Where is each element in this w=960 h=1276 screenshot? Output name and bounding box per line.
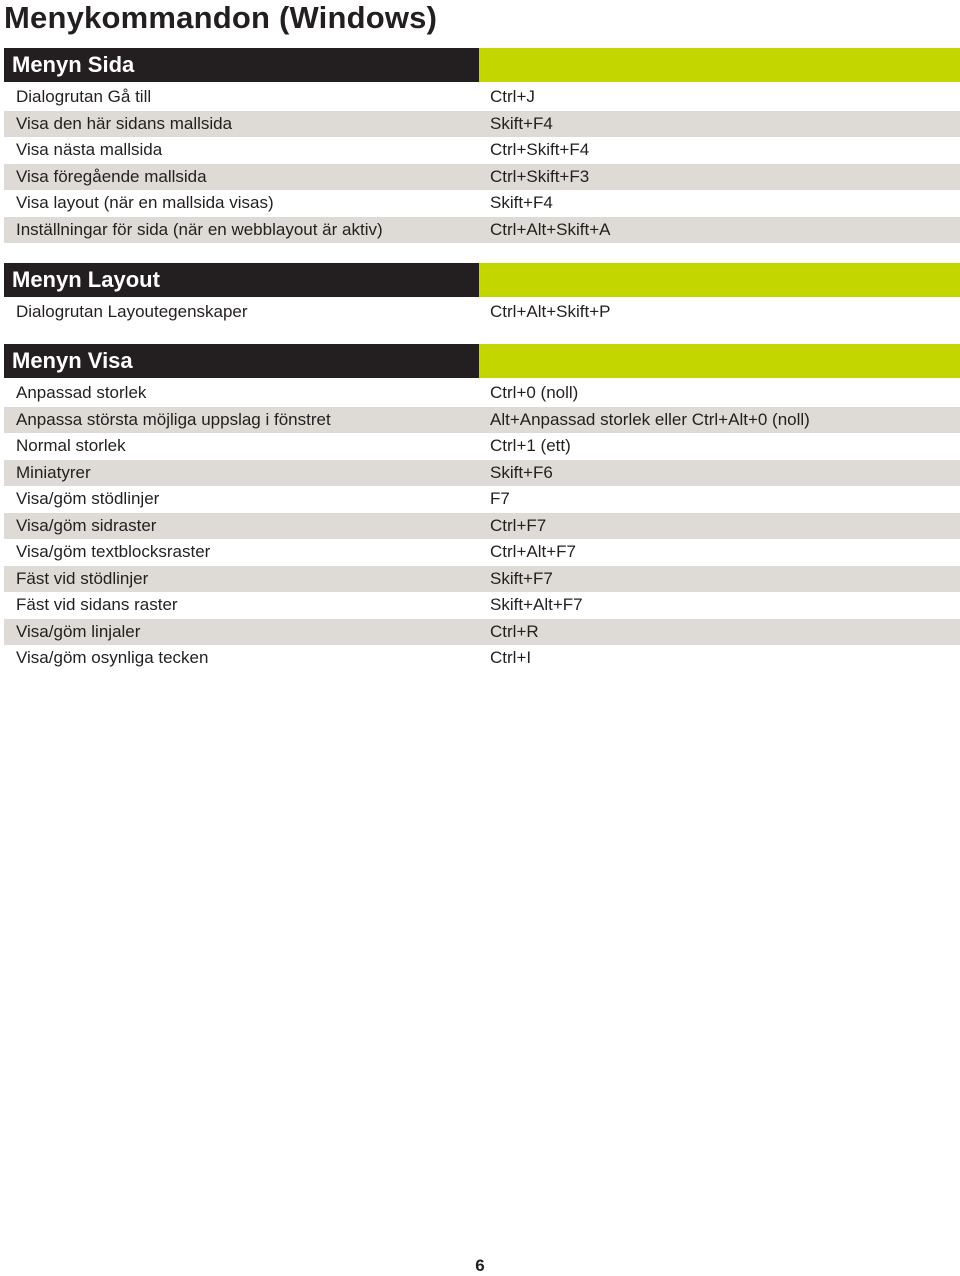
command-label: Miniatyrer (16, 462, 91, 482)
section-header (4, 344, 960, 378)
command-label: Visa/göm stödlinjer (16, 489, 160, 508)
shortcut-keys: Ctrl+1 (ett) (490, 436, 571, 455)
table-row (4, 592, 960, 619)
table-row (4, 486, 960, 513)
section-title: Menyn Sida (4, 48, 479, 82)
command-label: Visa nästa mallsida (16, 140, 163, 159)
table-row (4, 407, 960, 434)
shortcut-keys: Alt+Anpassad storlek eller Ctrl+Alt+0 (noll) (490, 409, 810, 429)
table-row (4, 190, 960, 217)
table-row (4, 619, 960, 646)
shortcut-keys: Ctrl+J (490, 87, 535, 106)
section-accent-bar (479, 344, 960, 378)
shortcut-keys: Ctrl+Skift+F4 (490, 140, 590, 159)
command-label: Dialogrutan Layoutegenskaper (16, 302, 248, 321)
shortcut-list (4, 84, 960, 243)
shortcut-keys: Ctrl+R (490, 621, 539, 641)
shortcut-keys: Ctrl+0 (noll) (490, 383, 579, 402)
section-header (4, 263, 960, 297)
table-row (4, 566, 960, 593)
section-menyn-sida (4, 48, 960, 243)
table-row (4, 164, 960, 191)
command-label: Inställningar för sida (när en webblayout är aktiv) (16, 219, 383, 239)
table-row (4, 380, 960, 407)
table-row (4, 137, 960, 164)
command-label: Visa den här sidans mallsida (16, 113, 233, 133)
command-label: Visa föregående mallsida (16, 166, 207, 186)
section-title: Menyn Layout (4, 263, 479, 297)
command-label: Dialogrutan Gå till (16, 87, 152, 106)
shortcut-keys: Skift+F4 (490, 113, 553, 133)
shortcut-keys: Ctrl+Alt+Skift+P (490, 302, 611, 321)
table-row (4, 84, 960, 111)
page-title: Menykommandon (Windows) (4, 0, 438, 35)
table-row (4, 433, 960, 460)
command-label: Normal storlek (16, 436, 126, 455)
command-label: Fäst vid stödlinjer (16, 568, 149, 588)
command-label: Anpassad storlek (16, 383, 147, 402)
shortcut-keys: Ctrl+Alt+Skift+A (490, 219, 611, 239)
shortcut-keys: Ctrl+I (490, 648, 532, 667)
shortcut-keys: Skift+F4 (490, 193, 553, 212)
shortcut-keys: F7 (490, 489, 510, 508)
table-row (4, 299, 960, 326)
section-accent-bar (479, 48, 960, 82)
section-menyn-visa (4, 344, 960, 672)
page-number: 6 (475, 1256, 485, 1275)
command-label: Visa/göm textblocksraster (16, 542, 211, 561)
section-menyn-layout (4, 263, 960, 326)
shortcut-keys: Ctrl+Alt+F7 (490, 542, 576, 561)
table-row (4, 539, 960, 566)
table-row (4, 217, 960, 244)
shortcut-list (4, 299, 960, 326)
section-title: Menyn Visa (4, 344, 479, 378)
section-accent-bar (479, 263, 960, 297)
command-label: Visa layout (när en mallsida visas) (16, 193, 274, 212)
table-row (4, 513, 960, 540)
shortcut-keys: Skift+Alt+F7 (490, 595, 583, 614)
section-header (4, 48, 960, 82)
table-row (4, 645, 960, 672)
shortcut-keys: Skift+F6 (490, 462, 553, 482)
shortcut-list (4, 380, 960, 672)
table-row (4, 111, 960, 138)
table-row (4, 460, 960, 487)
command-label: Visa/göm sidraster (16, 515, 157, 535)
shortcut-keys: Ctrl+Skift+F3 (490, 166, 590, 186)
shortcut-keys: Ctrl+F7 (490, 515, 547, 535)
shortcut-keys: Skift+F7 (490, 568, 553, 588)
command-label: Anpassa största möjliga uppslag i fönstret (16, 409, 331, 429)
command-label: Fäst vid sidans raster (16, 595, 178, 614)
command-label: Visa/göm osynliga tecken (16, 648, 209, 667)
command-label: Visa/göm linjaler (16, 621, 141, 641)
